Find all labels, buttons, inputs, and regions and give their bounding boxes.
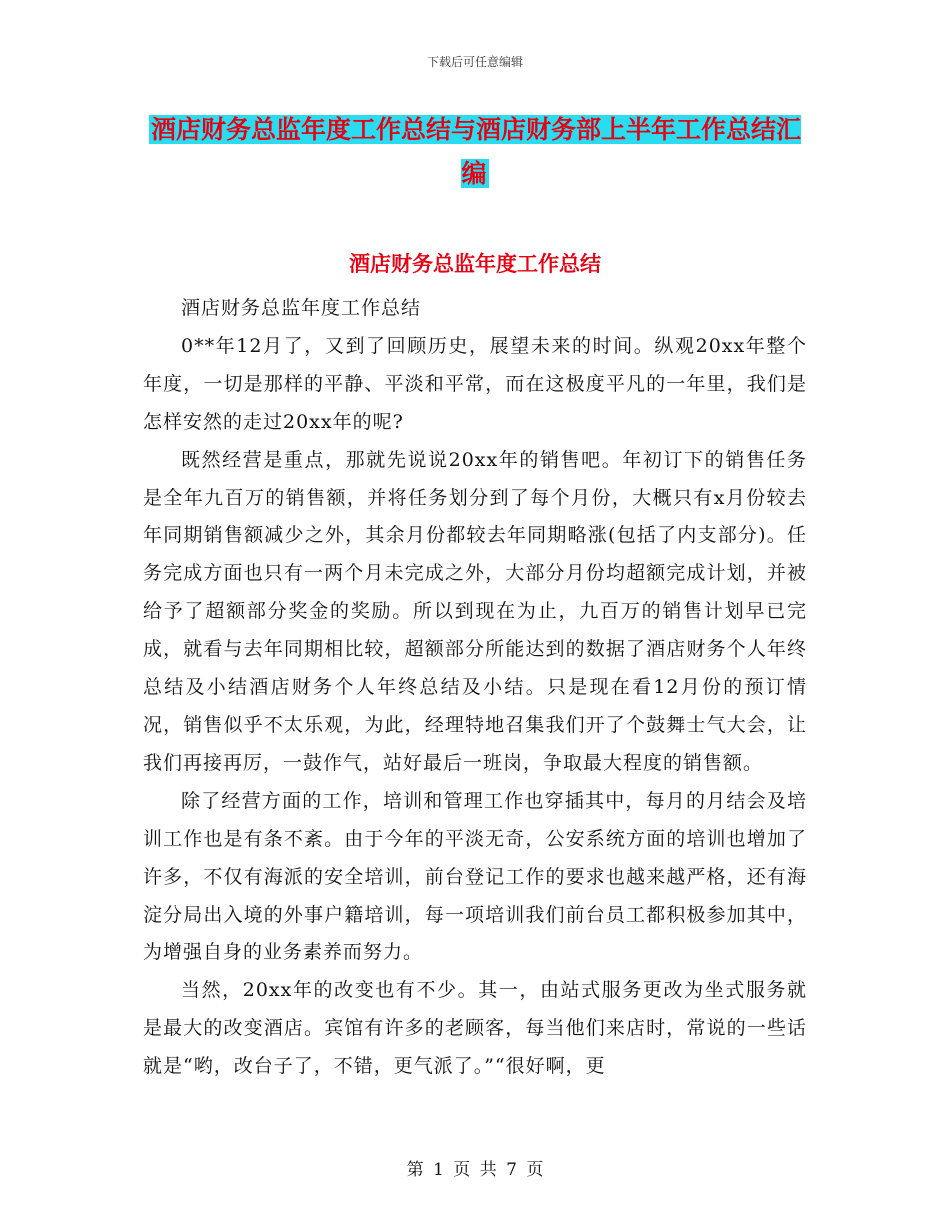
document-body xyxy=(143,290,807,1086)
document-title-highlight: 酒店财务总监年度工作总结与酒店财务部上半年工作总结汇编 xyxy=(150,115,801,188)
paragraph: 酒店财务总监年度工作总结 xyxy=(181,297,422,319)
paragraph: 0**年12月了，又到了回顾历史，展望未来的时间。纵观20xx年整个年度，一切是那样的平静、平淡和平常，而在这极度平凡的一年里，我们是怎样安然的走过20xx年的呢? xyxy=(143,334,807,433)
section-title: 酒店财务总监年度工作总结 xyxy=(349,252,601,276)
paragraph: 既然经营是重点，那就先说说20xx年的销售吧。年初订下的销售任务是全年九百万的销售额，并将任务划分到了每个月份，大概只有x月份较去年同期销售额减少之外，其余月份都较去年同期略涨(包括了内支部分)。任务完成方面也只有一两个月未完成之外，大部分月份均超额完成计划，并被给予了超额部分奖金的奖励。所以到现在为止，九百万的销售计划早已完成，就看与去年同期相比较，超额部分所能达到的数据了酒店财务个人年终总结及小结酒店财务个人年终总结及小结。只是现在看12月份的预订情况，销售似乎不太乐观，为此，经理特地召集我们开了个鼓舞士气大会，让我们再接再厉，一鼓作气，站好最后一班岗，争取最大程度的销售额。 xyxy=(143,448,807,774)
document-title xyxy=(140,108,810,196)
paragraph: 除了经营方面的工作，培训和管理工作也穿插其中，每月的月结会及培训工作也是有条不紊。由于今年的平淡无奇，公安系统方面的培训也增加了许多，不仅有海派的安全培训，前台登记工作的要求也越来越严格，还有海淀分局出入境的外事户籍培训，每一项培训我们前台员工都积极参加其中，为增强自身的业务素养而努力。 xyxy=(143,789,807,964)
paragraph: 当然，20xx年的改变也有不少。其一，由站式服务更改为坐式服务就是最大的改变酒店。宾馆有许多的老顾客，每当他们来店时，常说的一些话就是“哟，改台子了，不错，更气派了。”“很好啊，更 xyxy=(143,979,807,1078)
page-footer: 第 1 页 共 7 页 xyxy=(406,1160,544,1180)
page-header-note: 下载后可任意编辑 xyxy=(426,55,523,69)
